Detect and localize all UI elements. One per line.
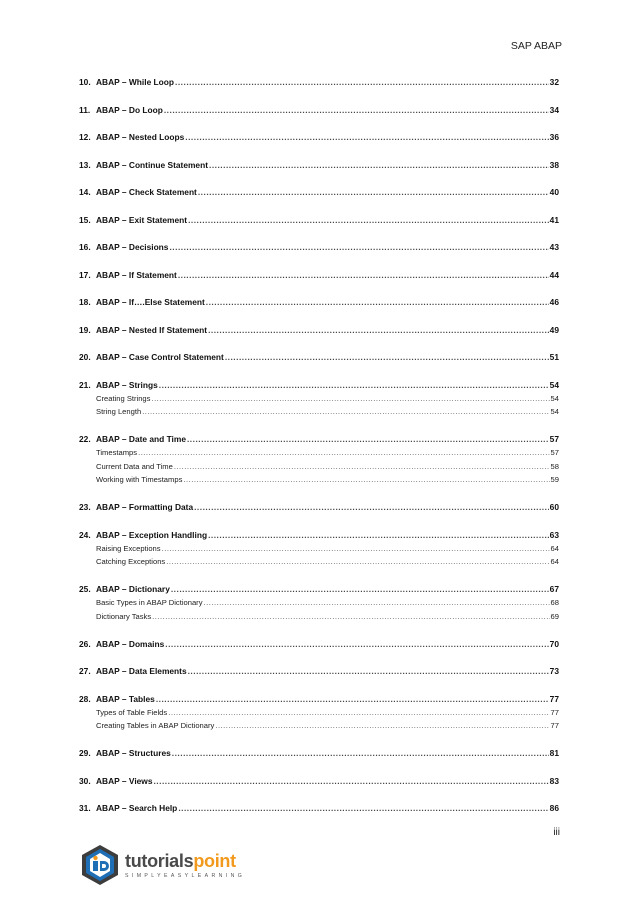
toc-chapter-title: ABAP – Nested If Statement [96, 324, 208, 335]
toc-dot-leader [162, 542, 550, 556]
toc-dot-leader [159, 378, 549, 392]
toc-dot-leader [187, 432, 549, 446]
toc-dot-leader [153, 774, 548, 788]
toc-chapter-entry[interactable] [79, 378, 559, 392]
toc-chapter-title: ABAP – While Loop [96, 77, 175, 87]
toc-spacer [79, 89, 559, 103]
toc-section-entry[interactable] [79, 392, 559, 406]
toc-dot-leader [183, 473, 549, 487]
toc-section-entry[interactable] [79, 596, 559, 610]
toc-chapter-title: ABAP – Exception Handling [96, 529, 208, 540]
toc-spacer [79, 623, 559, 637]
toc-dot-leader [206, 295, 549, 309]
toc-chapter-number: 12. [79, 132, 91, 142]
logo-tagline: SIMPLYEASYLEARNING [125, 873, 246, 879]
toc-chapter-number: 13. [79, 159, 91, 170]
toc-spacer [79, 144, 559, 158]
toc-section-page: 68 [550, 598, 559, 607]
toc-chapter-entry[interactable] [79, 528, 559, 542]
toc-chapter-page: 67 [549, 584, 559, 594]
toc-chapter-number: 20. [79, 352, 91, 362]
toc-chapter-page: 70 [549, 638, 559, 649]
toc-chapter-entry[interactable] [79, 637, 559, 651]
toc-chapter-entry[interactable] [79, 774, 559, 788]
toc-chapter-entry[interactable] [79, 75, 559, 89]
toc-chapter-page: 83 [549, 775, 559, 786]
toc-chapter-number: 22. [79, 434, 91, 444]
toc-section-title: Basic Types in ABAP Dictionary [96, 598, 203, 607]
toc-dot-leader [172, 746, 549, 760]
toc-chapter-page: 86 [549, 803, 559, 813]
toc-chapter-title: ABAP – Search Help [96, 803, 178, 813]
toc-chapter-page: 57 [549, 434, 559, 444]
table-of-contents [79, 75, 559, 815]
toc-spacer [79, 678, 559, 692]
toc-dot-leader [225, 350, 549, 364]
toc-chapter-title: ABAP – Data Elements [96, 666, 187, 676]
toc-chapter-page: 77 [549, 693, 559, 704]
toc-section-title: Catching Exceptions [96, 557, 166, 566]
toc-chapter-page: 40 [549, 187, 559, 197]
toc-dot-leader [204, 596, 550, 610]
toc-chapter-page: 36 [549, 132, 559, 142]
toc-chapter-page: 32 [549, 77, 559, 87]
toc-chapter-entry[interactable] [79, 432, 559, 446]
toc-dot-leader [194, 500, 549, 514]
toc-chapter-page: 81 [549, 748, 559, 758]
toc-chapter-number: 30. [79, 775, 91, 786]
toc-chapter-title: ABAP – Case Control Statement [96, 352, 224, 362]
toc-dot-leader [166, 555, 549, 569]
toc-spacer [79, 172, 559, 186]
toc-chapter-number: 21. [79, 379, 91, 390]
toc-dot-leader [215, 719, 549, 733]
toc-spacer [79, 651, 559, 665]
toc-chapter-page: 60 [549, 502, 559, 512]
toc-spacer [79, 569, 559, 583]
toc-chapter-number: 19. [79, 324, 91, 335]
toc-chapter-number: 11. [79, 104, 91, 115]
toc-chapter-title: ABAP – Date and Time [96, 434, 186, 444]
toc-chapter-entry[interactable] [79, 158, 559, 172]
toc-chapter-number: 10. [79, 77, 91, 87]
toc-dot-leader [152, 610, 549, 624]
toc-chapter-title: ABAP – Tables [96, 693, 155, 704]
toc-chapter-number: 14. [79, 187, 91, 197]
toc-chapter-page: 46 [549, 297, 559, 307]
toc-spacer [79, 419, 559, 433]
logo-mark-icon [78, 843, 122, 887]
toc-chapter-number: 23. [79, 502, 91, 512]
toc-section-entry[interactable] [79, 719, 559, 733]
toc-chapter-page: 54 [549, 379, 559, 390]
toc-chapter-page: 63 [549, 529, 559, 540]
logo-wordmark: tutorialspoint [125, 851, 236, 871]
toc-dot-leader [168, 706, 549, 720]
toc-chapter-page: 38 [549, 159, 559, 170]
toc-section-title: String Length [96, 407, 142, 416]
toc-section-page: 58 [550, 461, 559, 471]
toc-chapter-title: ABAP – Do Loop [96, 104, 163, 115]
toc-section-entry[interactable] [79, 405, 559, 419]
toc-chapter-page: 49 [549, 324, 559, 335]
toc-chapter-page: 51 [549, 352, 559, 362]
toc-chapter-number: 29. [79, 748, 91, 758]
toc-dot-leader [175, 75, 549, 89]
toc-chapter-page: 41 [549, 214, 559, 225]
toc-chapter-entry[interactable] [79, 664, 559, 678]
toc-spacer [79, 733, 559, 747]
toc-section-entry[interactable] [79, 555, 559, 569]
toc-section-page: 77 [550, 707, 559, 717]
toc-spacer [79, 282, 559, 296]
page-header-title: SAP ABAP [510, 40, 562, 52]
toc-spacer [79, 364, 559, 378]
toc-chapter-number: 17. [79, 269, 91, 280]
toc-dot-leader [188, 664, 549, 678]
toc-spacer [79, 199, 559, 213]
toc-section-page: 54 [550, 393, 559, 403]
toc-chapter-title: ABAP – Decisions [96, 242, 169, 252]
toc-dot-leader [165, 637, 548, 651]
toc-chapter-number: 25. [79, 584, 91, 594]
toc-spacer [79, 788, 559, 802]
toc-chapter-entry[interactable] [79, 500, 559, 514]
toc-section-entry[interactable] [79, 706, 559, 720]
toc-chapter-page: 43 [549, 242, 559, 252]
toc-chapter-entry[interactable] [79, 582, 559, 596]
toc-section-page: 64 [550, 557, 559, 566]
toc-chapter-page: 73 [549, 666, 559, 676]
toc-dot-leader [174, 460, 550, 474]
toc-chapter-number: 28. [79, 693, 91, 704]
toc-chapter-number: 16. [79, 242, 91, 252]
toc-dot-leader [178, 801, 548, 815]
toc-dot-leader [171, 582, 549, 596]
toc-chapter-number: 18. [79, 297, 91, 307]
toc-chapter-entry[interactable] [79, 746, 559, 760]
toc-section-title: Timestamps [96, 448, 138, 457]
toc-section-page: 69 [550, 611, 559, 621]
toc-chapter-title: ABAP – Dictionary [96, 584, 170, 594]
toc-spacer [79, 487, 559, 501]
toc-section-title: Dictionary Tasks [96, 611, 152, 621]
toc-chapter-title: ABAP – Domains [96, 638, 165, 649]
toc-chapter-number: 15. [79, 214, 91, 225]
toc-section-title: Current Data and Time [96, 461, 173, 471]
toc-section-page: 54 [550, 407, 559, 416]
toc-spacer [79, 227, 559, 241]
toc-spacer [79, 117, 559, 131]
toc-chapter-page: 34 [549, 104, 559, 115]
toc-dot-leader [151, 392, 549, 406]
toc-chapter-entry[interactable] [79, 240, 559, 254]
toc-section-page: 77 [550, 721, 559, 730]
toc-spacer [79, 337, 559, 351]
toc-chapter-entry[interactable] [79, 185, 559, 199]
toc-dot-leader [188, 213, 549, 227]
toc-chapter-title: ABAP – Strings [96, 379, 158, 390]
toc-dot-leader [156, 692, 549, 706]
toc-chapter-number: 27. [79, 666, 91, 676]
toc-chapter-title: ABAP – Continue Statement [96, 159, 208, 170]
toc-chapter-entry[interactable] [79, 103, 559, 117]
toc-spacer [79, 254, 559, 268]
toc-dot-leader [178, 268, 549, 282]
toc-chapter-entry[interactable] [79, 213, 559, 227]
toc-dot-leader [185, 130, 548, 144]
tutorialspoint-logo [78, 843, 245, 887]
toc-chapter-title: ABAP – Formatting Data [96, 502, 194, 512]
toc-dot-leader [169, 240, 548, 254]
toc-chapter-title: ABAP – Check Statement [96, 187, 197, 197]
toc-chapter-title: ABAP – Exit Statement [96, 214, 188, 225]
toc-dot-leader [208, 528, 549, 542]
toc-dot-leader [138, 446, 549, 460]
toc-chapter-number: 26. [79, 638, 91, 649]
toc-chapter-number: 31. [79, 803, 91, 813]
toc-spacer [79, 309, 559, 323]
toc-section-title: Types of Table Fields [96, 707, 168, 717]
toc-section-entry[interactable] [79, 542, 559, 556]
toc-chapter-title: ABAP – If….Else Statement [96, 297, 205, 307]
toc-section-entry[interactable] [79, 610, 559, 624]
toc-chapter-entry[interactable] [79, 323, 559, 337]
toc-spacer [79, 760, 559, 774]
toc-chapter-entry[interactable] [79, 295, 559, 309]
toc-chapter-title: ABAP – Views [96, 775, 153, 786]
toc-chapter-entry[interactable] [79, 692, 559, 706]
toc-dot-leader [208, 323, 549, 337]
toc-dot-leader [164, 103, 549, 117]
toc-chapter-entry[interactable] [79, 801, 559, 815]
toc-chapter-number: 24. [79, 529, 91, 540]
toc-chapter-page: 44 [549, 269, 559, 280]
toc-chapter-entry[interactable] [79, 268, 559, 282]
toc-section-title: Creating Strings [96, 393, 151, 403]
toc-dot-leader [198, 185, 549, 199]
toc-section-page: 57 [550, 448, 559, 457]
toc-section-title: Raising Exceptions [96, 543, 161, 553]
toc-section-entry[interactable] [79, 460, 559, 474]
toc-section-title: Creating Tables in ABAP Dictionary [96, 721, 215, 730]
toc-spacer [79, 514, 559, 528]
toc-section-page: 59 [550, 475, 559, 484]
toc-chapter-title: ABAP – If Statement [96, 269, 177, 280]
toc-section-page: 64 [550, 543, 559, 553]
toc-dot-leader [142, 405, 549, 419]
toc-dot-leader [209, 158, 549, 172]
toc-chapter-entry[interactable] [79, 130, 559, 144]
toc-section-entry[interactable] [79, 446, 559, 460]
toc-chapter-entry[interactable] [79, 350, 559, 364]
page-number: iii [553, 827, 560, 838]
toc-chapter-title: ABAP – Structures [96, 748, 171, 758]
toc-section-entry[interactable] [79, 473, 559, 487]
toc-section-title: Working with Timestamps [96, 475, 183, 484]
toc-chapter-title: ABAP – Nested Loops [96, 132, 185, 142]
